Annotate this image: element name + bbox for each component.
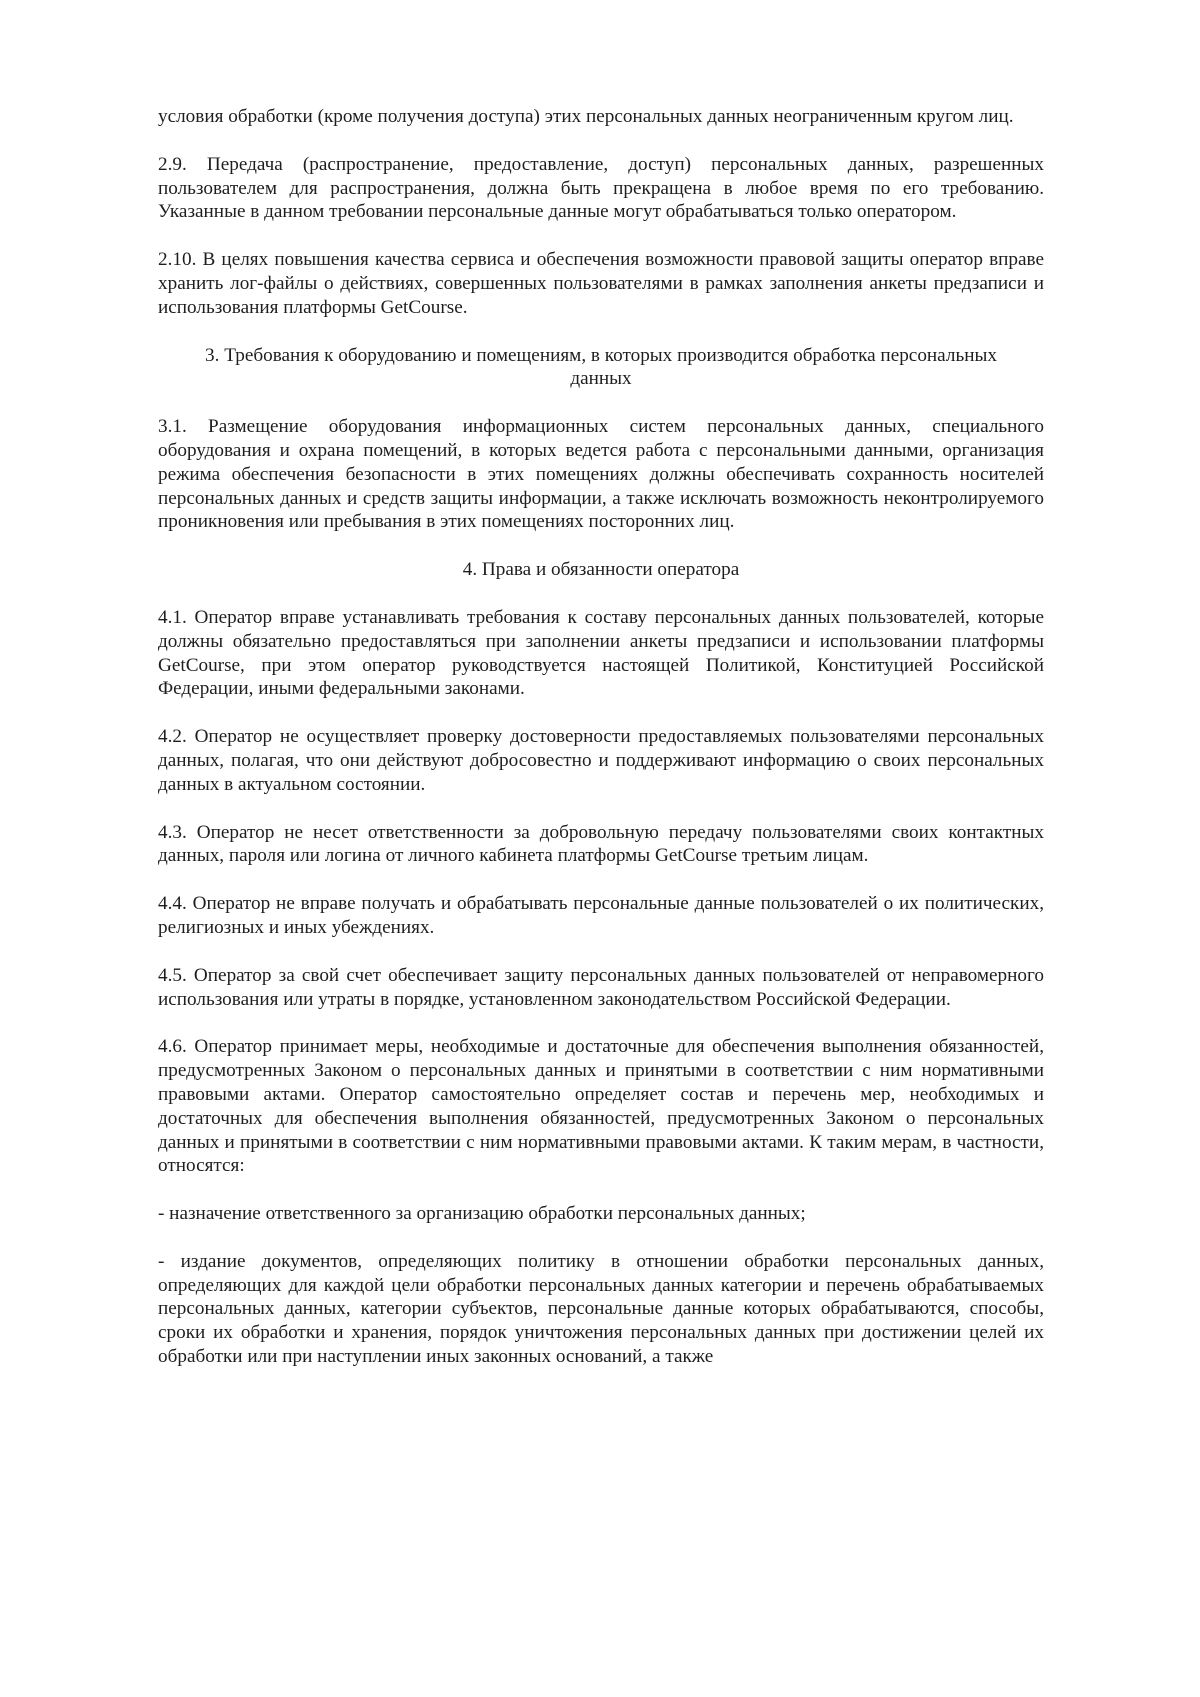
document-page bbox=[158, 105, 1044, 1393]
section-heading-3: 3. Требования к оборудованию и помещениям, в которых производится обработка персональных данных bbox=[205, 344, 997, 390]
paragraph-4-5: 4.5. Оператор за свой счет обеспечивает защиту персональных данных пользователей от неправомерного использования или утраты в порядке, установленном законодательством Российской Федерации. bbox=[158, 964, 1044, 1010]
paragraph-continuation: условия обработки (кроме получения доступа) этих персональных данных неограниченным кругом лиц. bbox=[158, 106, 1014, 127]
paragraph-4-4: 4.4. Оператор не вправе получать и обрабатывать персональные данные пользователей о их политических, религиозных и иных убеждениях. bbox=[158, 893, 1044, 938]
list-item-responsible: - назначение ответственного за организацию обработки персональных данных; bbox=[158, 1203, 806, 1225]
list-item-documents: - издание документов, определяющих политику в отношении обработки персональных данных, определяющих для каждой цели обработки персональных данных категории и перечень обрабатываемых персональных данных, категории субъектов, персональные данные которых обрабатываются, способы, сроки их обработки и хранения, порядок уничтожения персональных данных при достижении целей их обработки или при наступлении иных законных оснований, а также bbox=[158, 1250, 1044, 1368]
paragraph-4-3: 4.3. Оператор не несет ответственности за добровольную передачу пользователями своих контактных данных, пароля или логина от личного кабинета платформы GetCourse третьим лицам. bbox=[158, 821, 1044, 867]
paragraph-4-2: 4.2. Оператор не осуществляет проверку достоверности предоставляемых пользователями персональных данных, полагая, что они действуют добросовестно и поддерживают информацию о своих персональных данных в актуальном состоянии. bbox=[158, 726, 1044, 795]
paragraph-4-6: 4.6. Оператор принимает меры, необходимые и достаточные для обеспечения выполнения обязанностей, предусмотренных Законом о персональных данных и принятыми в соответствии с ним нормативными правовыми актами. Оператор самостоятельно определяет состав и перечень мер, необходимых и достаточных для обеспечения выполнения обязанностей, предусмотренных Законом о персональных данных и принятыми в соответствии с ним нормативными правовыми актами. К таким мерам, в частности, относятся: bbox=[158, 1036, 1044, 1177]
paragraph-2-10: 2.10. В целях повышения качества сервиса и обеспечения возможности правовой защиты оператор вправе хранить лог-файлы о действиях, совершенных пользователями в рамках заполнения анкеты предзаписи и использования платформы GetCourse. bbox=[158, 249, 1044, 318]
paragraph-2-9: 2.9. Передача (распространение, предоставление, доступ) персональных данных, разрешенных пользователем для распространения, должна быть прекращена в любое время по его требованию. Указанные в данном требовании персональные данные могут обрабатываться только оператором. bbox=[158, 153, 1044, 223]
section-heading-4: 4. Права и обязанности оператора bbox=[462, 559, 740, 581]
paragraph-3-1: 3.1. Размещение оборудования информационных систем персональных данных, специального оборудования и охрана помещений, в которых ведется работа с персональными данными, организация режима обеспечения безопасности в этих помещениях должны обеспечивать сохранность носителей персональных данных и средств защиты информации, а также исключать возможность неконтролируемого проникновения или пребывания в этих помещениях посторонних лиц. bbox=[158, 416, 1044, 533]
paragraph-4-1: 4.1. Оператор вправе устанавливать требования к составу персональных данных пользователей, которые должны обязательно предоставляться при заполнении анкеты предзаписи и использовании платформы GetCourse, при этом оператор руководствуется настоящей Политикой, Конституцией Российской Федерации, иными федеральными законами. bbox=[158, 606, 1044, 700]
